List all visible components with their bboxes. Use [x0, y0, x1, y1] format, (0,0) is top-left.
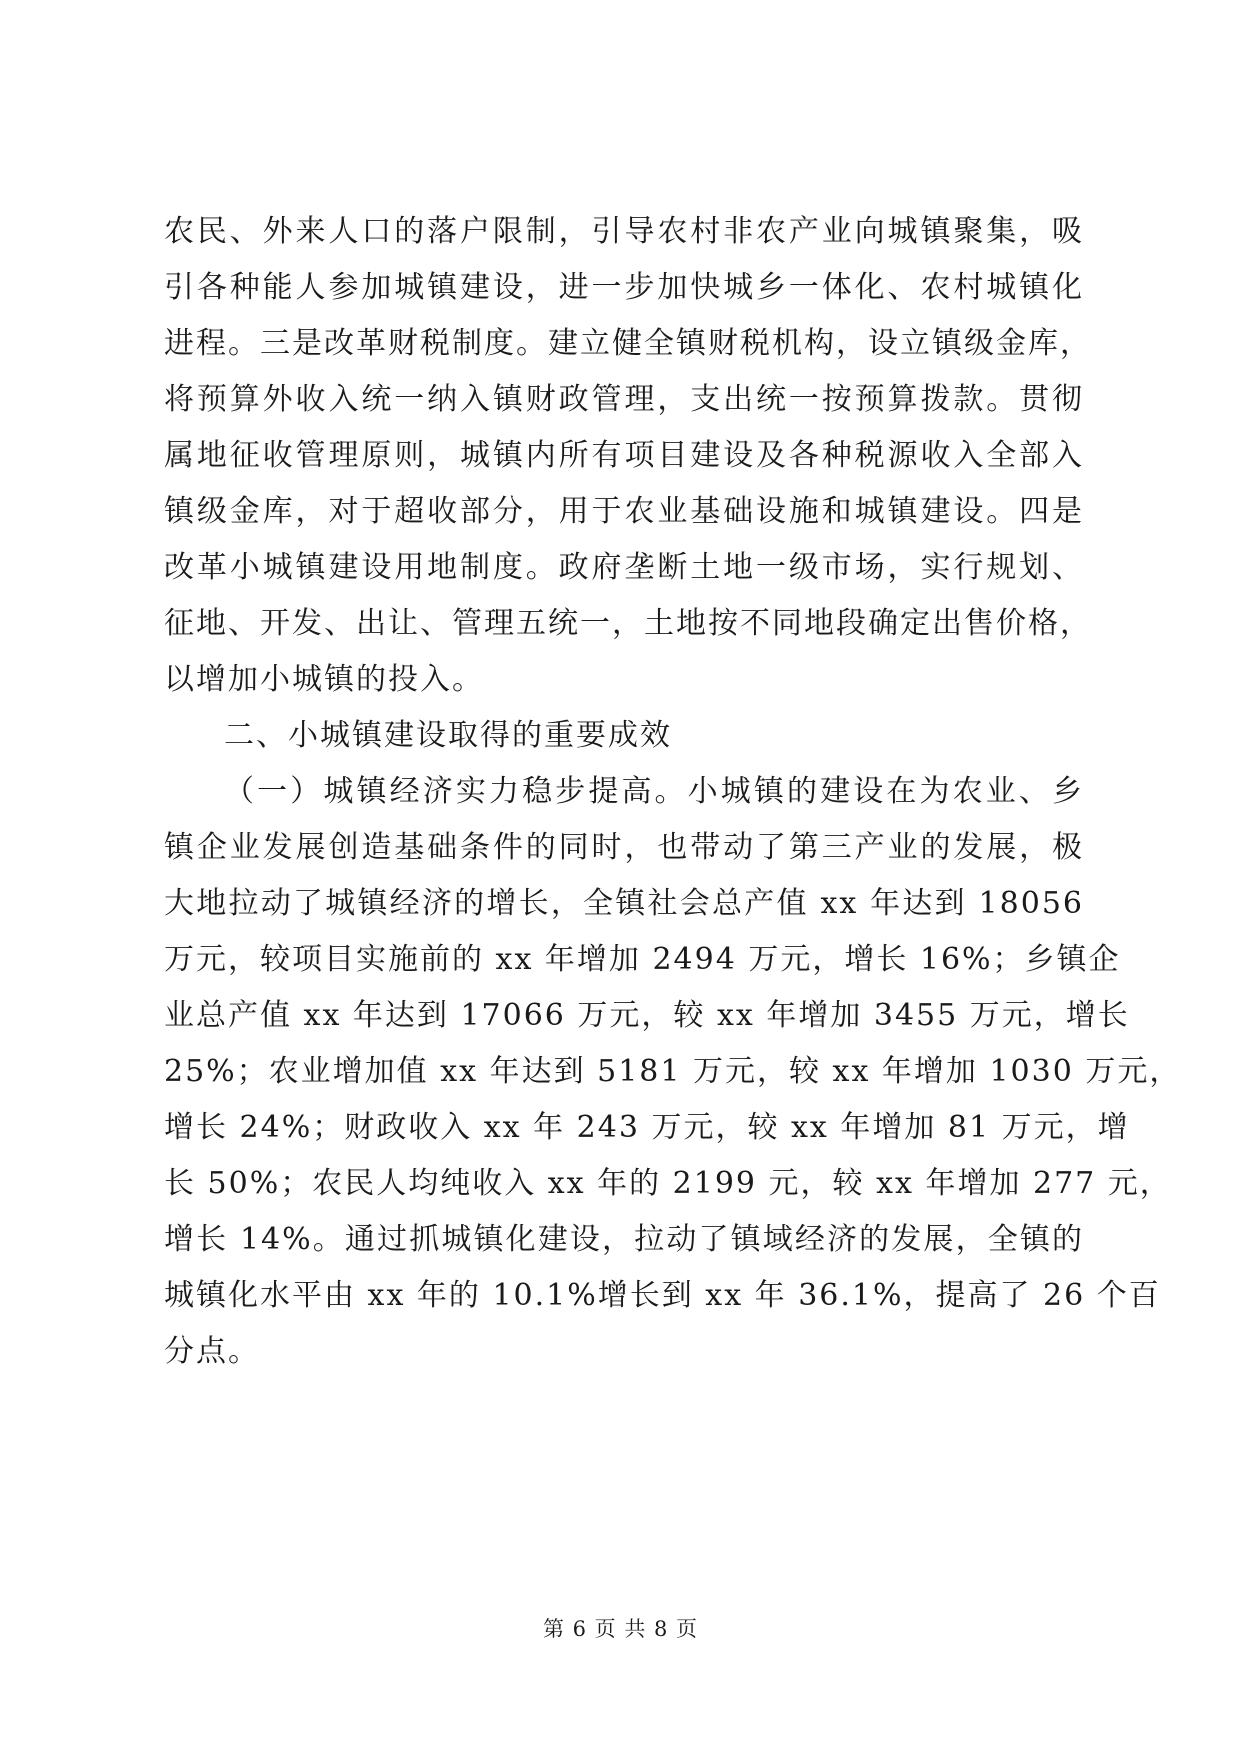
subsection-heading-line: （一）城镇经济实力稳步提高。小城镇的建设在为农业、乡 — [224, 774, 1084, 809]
body-text-line: 增长 14%。通过抓城镇化建设，拉动了镇域经济的发展，全镇的 — [164, 1222, 1084, 1257]
body-text-line: 以增加小城镇的投入。 — [164, 662, 484, 697]
section-heading: 二、小城镇建设取得的重要成效 — [224, 718, 672, 753]
body-text-line: 征地、开发、出让、管理五统一，土地按不同地段确定出售价格， — [164, 606, 1092, 641]
body-text-line: 长 50%；农民人均纯收入 xx 年的 2199 元，较 xx 年增加 277 元， — [164, 1166, 1172, 1201]
body-text-line: 25%；农业增加值 xx 年达到 5181 万元，较 xx 年增加 1030 万元， — [164, 1054, 1182, 1089]
body-text-line: 业总产值 xx 年达到 17066 万元，较 xx 年增加 3455 万元，增长 — [164, 998, 1130, 1033]
body-text-line: 属地征收管理原则，城镇内所有项目建设及各种税源收入全部入 — [164, 438, 1084, 473]
body-text-line: 镇企业发展创造基础条件的同时，也带动了第三产业的发展，极 — [164, 830, 1084, 865]
body-text-line: 城镇化水平由 xx 年的 10.1%增长到 xx 年 36.1%，提高了 26 个百 — [164, 1278, 1161, 1313]
body-text-line: 分点。 — [164, 1334, 260, 1369]
body-text-line: 镇级金库，对于超收部分，用于农业基础设施和城镇建设。四是 — [164, 494, 1084, 529]
body-text-line: 进程。三是改革财税制度。建立健全镇财税机构，设立镇级金库， — [164, 326, 1092, 361]
body-text-line: 将预算外收入统一纳入镇财政管理，支出统一按预算拨款。贯彻 — [164, 382, 1084, 417]
body-text-line: 增长 24%；财政收入 xx 年 243 万元，较 xx 年增加 81 万元，增 — [164, 1110, 1130, 1145]
body-text-line: 农民、外来人口的落户限制，引导农村非农产业向城镇聚集，吸 — [164, 214, 1084, 249]
page-number-footer: 第 6 页 共 8 页 — [542, 1617, 699, 1641]
body-text-line: 改革小城镇建设用地制度。政府垄断土地一级市场，实行规划、 — [164, 550, 1084, 585]
body-text-line: 大地拉动了城镇经济的增长，全镇社会总产值 xx 年达到 18056 — [164, 886, 1084, 921]
body-text-line: 引各种能人参加城镇建设，进一步加快城乡一体化、农村城镇化 — [164, 270, 1084, 305]
body-text-line: 万元，较项目实施前的 xx 年增加 2494 万元，增长 16%；乡镇企 — [164, 942, 1121, 977]
